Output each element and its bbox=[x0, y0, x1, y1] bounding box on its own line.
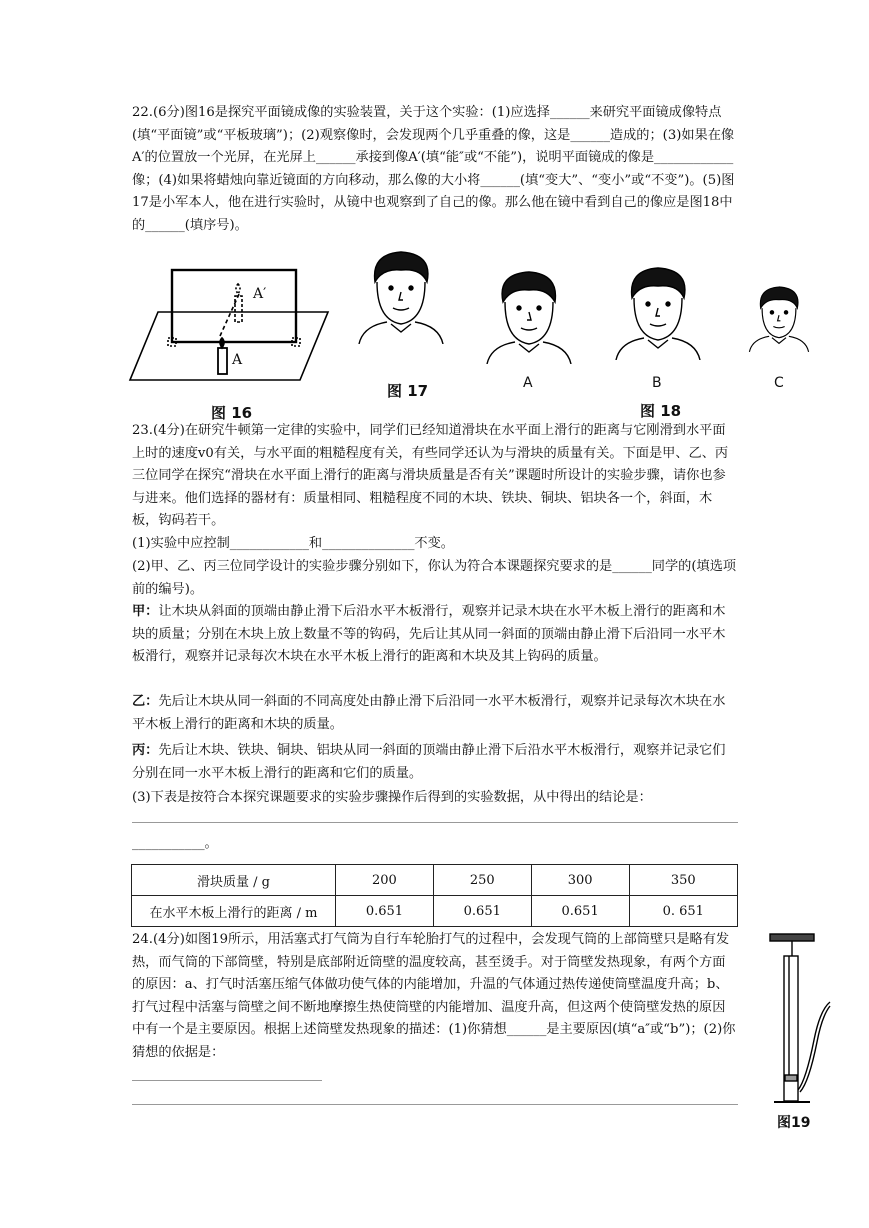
option-bing-text: 先后让木块、铁块、铜块、铝块从同一斜面的顶端由静止滑下后沿水平木板滑行，观察并记录它们分别在同一水平木板上滑行的距离和它们的质量。 bbox=[132, 743, 726, 781]
option-a-portrait bbox=[485, 268, 573, 364]
figure-17-portrait bbox=[357, 248, 445, 344]
question-24-text: 24.(4分)如图19所示，用活塞式打气筒为自行车轮胎打气的过程中，会发现气筒的上部筒壁只是略有发热，而气筒的下部筒壁，特别是底部附近筒壁的温度较高，甚至烫手。对于筒壁发热现象，有两个方面的原因：a、打气时活塞压缩气体做功使气体的内能增加，升温的气体通过热传递使筒壁温度升高；b、打气过程中活塞与筒壁之间不断地摩擦生热使筒壁的内能增加、温度升高，但这两个使筒壁发热的原因中有一个是主要原因。根据上述筒壁发热现象的描述：(1)你猜想______是主要原因(填“a″或“b”)；(2)你猜想的依据是： bbox=[132, 932, 736, 1060]
experiment-data-table bbox=[131, 864, 738, 927]
table-cell: 0. 651 bbox=[629, 896, 737, 927]
figure-17-caption: 图 17 bbox=[387, 382, 429, 400]
option-a-label: A bbox=[523, 375, 533, 391]
image-label-a-prime: A′ bbox=[253, 286, 267, 302]
question-23-part-3: (3)下表是按符合本探究课题要求的实验步骤操作后得到的实验数据，从中得出的结论是： bbox=[132, 790, 652, 805]
table-cell: 350 bbox=[629, 865, 737, 896]
table-cell: 300 bbox=[531, 865, 629, 896]
question-23-part-3-end: ___________。 bbox=[132, 836, 218, 851]
answer-line bbox=[132, 1104, 738, 1105]
option-yi bbox=[132, 691, 738, 736]
table-cell: 250 bbox=[433, 865, 531, 896]
question-23-part-1: (1)实验中应控制____________和______________不变。 bbox=[132, 536, 454, 551]
table-cell: 0.651 bbox=[433, 896, 531, 927]
option-jia-text: 让木块从斜面的顶端由静止滑下后沿水平木板滑行，观察并记录木块在水平木板上滑行的距离和木块的质量；分别在木块上放上数量不等的钩码，先后让其从同一斜面的顶端由静止滑下后沿同一水平木板滑行，观察并记录每次木块在水平木板上滑行的距离和木块及其上钩码的质量。 bbox=[132, 604, 726, 664]
option-jia bbox=[132, 601, 738, 669]
question-22-text: 22.(6分)图16是探究平面镜成像的实验装置，关于这个实验：(1)应选择______来研究平面镜成像特点(填“平面镜”或“平板玻璃”)；(2)观察像时，会发现两个几乎重叠的像，这是______造成的；(3)如果在像A′的位置放一个光屏，在光屏上______承接到像A′(填“能″或“不能”)，说明平面镜成的像是____________像；(4)如果将蜡烛向靠近镜面的方向移动，那么像的大小将______(填“变大”、“变小”或“不变”)。(5)图17是小军本人，他在进行实验时，从镜中也观察到了自己的像。那么他在镜中看到自己的像应是图18中的______(填序号)。 bbox=[132, 105, 735, 233]
table-row bbox=[132, 865, 738, 896]
figure-19-caption: 图19 bbox=[777, 1115, 811, 1131]
option-bing bbox=[132, 740, 738, 785]
option-c-portrait bbox=[748, 284, 810, 352]
table-cell: 200 bbox=[336, 865, 434, 896]
candle-label-a: A bbox=[232, 352, 243, 368]
option-yi-text: 先后让木块从同一斜面的不同高度处由静止滑下后沿同一水平木板滑行，观察并记录每次木块在水平木板上滑行的距离和木块的质量。 bbox=[132, 694, 726, 732]
option-jia-label: 甲： bbox=[132, 604, 159, 619]
option-b-portrait bbox=[614, 264, 702, 360]
table-header-mass: 滑块质量 / g bbox=[132, 865, 336, 896]
table-cell: 0.651 bbox=[531, 896, 629, 927]
table-header-distance: 在水平木板上滑行的距离 / m bbox=[132, 896, 336, 927]
table-row bbox=[132, 896, 738, 927]
option-bing-label: 丙： bbox=[132, 743, 159, 758]
question-23-part-2: (2)甲、乙、丙三位同学设计的实验步骤分别如下，你认为符合本课题探究要求的是______同学的(填选项前的编号)。 bbox=[132, 559, 737, 597]
answer-line bbox=[132, 822, 738, 823]
option-c-label: C bbox=[774, 375, 784, 391]
option-yi-label: 乙： bbox=[132, 694, 159, 709]
figure-16-caption: 图 16 bbox=[211, 404, 253, 422]
figure-18-caption: 图 18 bbox=[640, 402, 682, 420]
figure-19-pump bbox=[762, 930, 832, 1110]
table-cell: 0.651 bbox=[336, 896, 434, 927]
option-b-label: B bbox=[652, 375, 662, 391]
answer-line bbox=[132, 1080, 322, 1081]
question-23-intro: 23.(4分)在研究牛顿第一定律的实验中，同学们已经知道滑块在水平面上滑行的距离与它刚滑到水平面上时的速度v0有关，与水平面的粗糙程度有关，有些同学还认为与滑块的质量有关。下面是甲、乙、丙三位同学在探究“滑块在水平面上滑行的距离与滑块质量是否有关”课题时所设计的实验步骤，请你也参与进来。他们选择的器材有：质量相同、粗糙程度不同的木块、铁块、铜块、铝块各一个，斜面，木板，钩码若干。 bbox=[132, 423, 729, 528]
figure-16-apparatus bbox=[128, 262, 338, 392]
